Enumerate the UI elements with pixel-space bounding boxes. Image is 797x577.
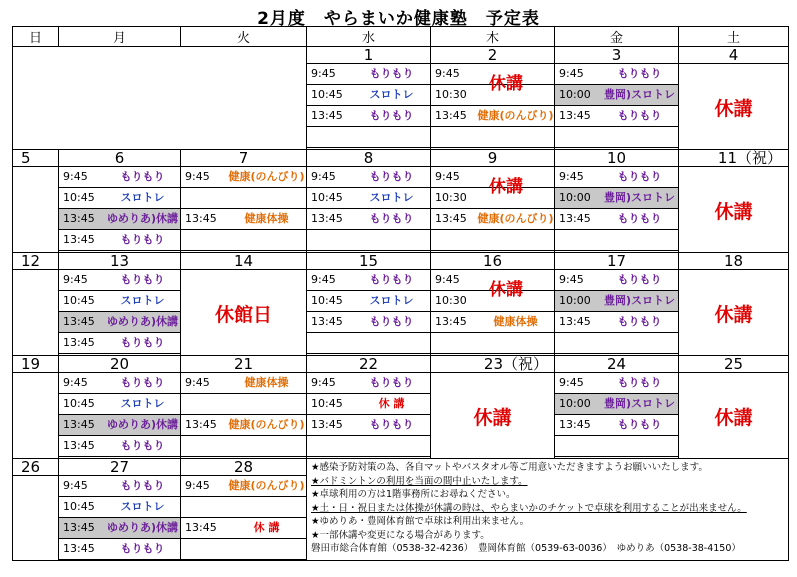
day-number: 16	[482, 252, 503, 270]
day-number: 2	[487, 46, 498, 64]
session-time: 9:45	[311, 170, 336, 183]
session-time: 13:45	[63, 542, 95, 555]
session-activity: 健康(のんびり)	[228, 418, 305, 431]
session-activity: もりもり	[120, 336, 165, 349]
closed-label: 休講	[714, 407, 753, 429]
day-number-bar	[679, 253, 788, 270]
day-number: 28	[233, 458, 254, 476]
session-row	[59, 436, 180, 457]
session-activity: スロトレ	[120, 294, 165, 307]
session-time: 13:45	[435, 315, 467, 328]
session-time: 9:45	[311, 376, 336, 389]
session-row	[555, 127, 678, 148]
session-row	[307, 127, 430, 148]
session-activity: 健康(のんびり)	[228, 479, 305, 492]
session-activity: スロトレ	[120, 191, 165, 204]
day-cell	[13, 253, 59, 356]
session-time: 13:45	[311, 418, 343, 431]
session-row	[59, 497, 180, 518]
session-time: 13:45	[63, 233, 95, 246]
session-time: 10:00	[559, 191, 591, 204]
session-row	[59, 270, 180, 291]
session-activity: スロトレ	[369, 191, 414, 204]
session-time: 9:45	[63, 273, 88, 286]
session-row	[307, 209, 430, 230]
closed-label: 休講	[714, 98, 753, 120]
session-time: 9:45	[311, 67, 336, 80]
session-activity: もりもり	[617, 315, 662, 328]
day-cell	[679, 356, 789, 459]
session-row	[555, 333, 678, 354]
day-number: 23（祝）	[483, 355, 548, 373]
session-time: 13:45	[63, 439, 95, 452]
session-time: 10:45	[311, 88, 343, 101]
session-activity: もりもり	[617, 273, 662, 286]
session-row	[555, 373, 678, 394]
session-time: 10:45	[311, 191, 343, 204]
session-row	[307, 436, 430, 457]
weekday-thu: 木	[431, 27, 555, 47]
session-row	[307, 230, 430, 251]
session-row	[181, 476, 306, 497]
session-row	[59, 312, 180, 333]
session-activity: 休 講	[378, 397, 405, 410]
day-number-bar	[59, 356, 180, 373]
session-row	[181, 539, 306, 560]
note-line: ★バドミントンの利用を当面の間中止いたします。	[311, 475, 528, 487]
session-time: 9:45	[185, 170, 210, 183]
session-row	[555, 167, 678, 188]
session-time: 10:30	[435, 191, 467, 204]
session-activity: ゆめりあ)休講	[106, 521, 179, 534]
day-cell	[59, 459, 181, 561]
session-time: 13:45	[559, 212, 591, 225]
day-cell	[431, 150, 555, 253]
day-number-bar	[555, 253, 678, 270]
closed-label: 休講	[473, 407, 512, 429]
day-cell	[59, 150, 181, 253]
session-activity: もりもり	[120, 233, 165, 246]
day-cell	[679, 150, 789, 253]
session-time: 9:45	[559, 67, 584, 80]
day-number-bar	[555, 150, 678, 167]
session-activity: もりもり	[120, 376, 165, 389]
session-time: 13:45	[185, 521, 217, 534]
session-time: 9:45	[311, 273, 336, 286]
session-row	[181, 497, 306, 518]
day-cell	[431, 47, 555, 150]
session-row	[59, 394, 180, 415]
session-row	[59, 291, 180, 312]
session-row	[555, 85, 678, 106]
session-row	[431, 230, 554, 251]
session-row	[307, 373, 430, 394]
day-cell	[181, 150, 307, 253]
session-row	[59, 373, 180, 394]
day-cell	[307, 47, 431, 150]
session-time: 10:45	[63, 294, 95, 307]
day-cell	[555, 47, 679, 150]
session-activity: もりもり	[369, 418, 414, 431]
day-number: 18	[723, 252, 744, 270]
page-title: 2月度 やらまいか健康塾 予定表	[257, 9, 540, 29]
session-time: 13:45	[311, 212, 343, 225]
session-time: 10:00	[559, 294, 591, 307]
day-cell	[307, 356, 431, 459]
session-activity: 健康体操	[244, 376, 289, 389]
day-number-bar	[431, 47, 554, 64]
session-time: 9:45	[559, 170, 584, 183]
day-cell	[555, 253, 679, 356]
session-activity: もりもり	[120, 542, 165, 555]
session-row	[431, 333, 554, 354]
weekday-sun: 日	[13, 27, 59, 47]
session-row	[59, 539, 180, 560]
session-row	[181, 518, 306, 539]
session-row	[307, 394, 430, 415]
session-row	[59, 167, 180, 188]
day-number-bar	[555, 356, 678, 373]
session-time: 10:30	[435, 88, 467, 101]
session-activity: ゆめりあ)休講	[106, 315, 179, 328]
session-row	[307, 188, 430, 209]
session-time: 9:45	[435, 67, 460, 80]
day-cell	[13, 150, 59, 253]
day-number-bar	[307, 150, 430, 167]
session-time: 9:45	[63, 170, 88, 183]
day-number: 21	[233, 355, 254, 373]
session-activity: 豊岡)スロトレ	[603, 88, 676, 101]
session-time: 13:45	[185, 212, 217, 225]
day-number-bar	[13, 459, 58, 476]
week-row	[13, 150, 789, 253]
session-row	[307, 270, 430, 291]
session-row	[59, 476, 180, 497]
day-number: 1	[363, 46, 374, 64]
session-activity: もりもり	[369, 67, 414, 80]
session-activity: 健康体操	[244, 212, 289, 225]
note-line: ★ゆめりあ・豊岡体育館で卓球は利用出来ません。	[311, 516, 530, 527]
day-cell	[431, 356, 555, 459]
day-cell	[555, 150, 679, 253]
session-time: 9:45	[63, 376, 88, 389]
session-activity: スロトレ	[120, 500, 165, 513]
session-row	[307, 106, 430, 127]
session-time: 13:45	[63, 418, 95, 431]
session-row	[431, 312, 554, 333]
weekday-mon: 月	[59, 27, 181, 47]
day-cell	[679, 47, 789, 150]
session-activity: もりもり	[369, 170, 414, 183]
session-time: 9:45	[435, 273, 460, 286]
day-number: 14	[233, 252, 254, 270]
session-row	[307, 64, 430, 85]
session-time: 10:45	[63, 500, 95, 513]
session-time: 9:45	[63, 479, 88, 492]
day-cell	[59, 356, 181, 459]
session-activity: もりもり	[120, 439, 165, 452]
session-activity: もりもり	[120, 273, 165, 286]
session-row	[181, 394, 306, 415]
note-line: ★卓球利用の方は1階事務所にお尋ねください。	[311, 489, 516, 500]
day-number-bar	[181, 459, 306, 476]
day-cell	[13, 356, 59, 459]
weekday-sat: 土	[679, 27, 789, 47]
day-number: 22	[358, 355, 379, 373]
session-activity: もりもり	[617, 67, 662, 80]
day-number-bar	[181, 150, 306, 167]
session-row	[555, 64, 678, 85]
day-number-bar	[59, 459, 180, 476]
day-number-bar	[13, 356, 58, 373]
day-number-bar	[679, 150, 788, 167]
session-time: 9:45	[185, 376, 210, 389]
schedule-calendar	[12, 26, 789, 561]
session-activity: ゆめりあ)休講	[106, 212, 179, 225]
session-row	[181, 436, 306, 457]
session-row	[555, 106, 678, 127]
day-number: 12	[21, 252, 41, 270]
session-activity: 豊岡)スロトレ	[603, 294, 676, 307]
session-row	[181, 415, 306, 436]
session-row	[555, 415, 678, 436]
day-number-bar	[181, 253, 306, 270]
session-row	[181, 230, 306, 251]
week-row	[13, 253, 789, 356]
weekday-tue: 火	[181, 27, 307, 47]
weekday-fri: 金	[555, 27, 679, 47]
day-cell	[13, 47, 307, 150]
session-activity: もりもり	[617, 376, 662, 389]
day-cell	[555, 356, 679, 459]
day-cell	[13, 459, 59, 561]
session-time: 13:45	[311, 315, 343, 328]
session-time: 13:45	[63, 212, 95, 225]
week-row	[13, 356, 789, 459]
day-number-bar	[13, 150, 58, 167]
session-time: 10:45	[63, 397, 95, 410]
session-activity: スロトレ	[369, 294, 414, 307]
day-number: 15	[358, 252, 379, 270]
session-time: 13:45	[63, 315, 95, 328]
session-activity: 健康(のんびり)	[477, 109, 554, 122]
session-activity: スロトレ	[369, 88, 414, 101]
session-time: 13:45	[435, 109, 467, 122]
day-number-bar	[307, 253, 430, 270]
session-row	[307, 85, 430, 106]
week-row	[13, 459, 789, 561]
session-activity: スロトレ	[120, 397, 165, 410]
session-time: 10:45	[311, 397, 343, 410]
session-activity: もりもり	[369, 315, 414, 328]
session-time: 9:45	[185, 479, 210, 492]
day-number-bar	[431, 253, 554, 270]
day-number: 27	[109, 458, 130, 476]
day-number: 24	[606, 355, 627, 373]
session-activity: 豊岡)スロトレ	[603, 191, 676, 204]
session-time: 13:45	[311, 109, 343, 122]
session-row	[431, 209, 554, 230]
day-number: 10	[606, 149, 627, 167]
session-activity: もりもり	[369, 109, 414, 122]
session-row	[59, 230, 180, 251]
day-number: 5	[21, 149, 31, 167]
day-cell	[307, 150, 431, 253]
session-time: 13:45	[185, 418, 217, 431]
day-number-bar	[431, 150, 554, 167]
day-number-bar	[307, 47, 430, 64]
session-row	[555, 188, 678, 209]
session-activity: もりもり	[617, 418, 662, 431]
day-number-bar	[59, 253, 180, 270]
session-row	[555, 270, 678, 291]
session-activity: もりもり	[120, 170, 165, 183]
session-time: 9:45	[559, 376, 584, 389]
session-time: 13:45	[63, 521, 95, 534]
session-activity: もりもり	[369, 376, 414, 389]
day-cell	[307, 253, 431, 356]
session-activity: 健康体操	[493, 315, 538, 328]
day-number-bar	[13, 253, 58, 270]
day-cell	[181, 356, 307, 459]
session-activity: もりもり	[617, 212, 662, 225]
session-row	[555, 312, 678, 333]
note-line: ★感染予防対策の為、各自マットやバスタオル等ご用意いただきますようお願いいたします。	[311, 462, 708, 473]
session-row	[307, 291, 430, 312]
day-number-bar	[555, 47, 678, 64]
session-time: 10:30	[435, 294, 467, 307]
session-row	[307, 312, 430, 333]
session-activity: 豊岡)スロトレ	[603, 397, 676, 410]
session-time: 10:00	[559, 88, 591, 101]
day-number: 6	[114, 149, 125, 167]
day-cell	[181, 459, 307, 561]
day-number: 4	[728, 46, 739, 64]
day-number-bar	[679, 356, 788, 373]
session-row	[431, 106, 554, 127]
notes-cell	[307, 459, 789, 561]
day-number: 26	[21, 458, 41, 476]
day-number: 13	[109, 252, 130, 270]
day-number: 7	[238, 149, 249, 167]
session-row	[555, 436, 678, 457]
session-row	[181, 209, 306, 230]
session-time: 13:45	[559, 418, 591, 431]
session-activity: もりもり	[617, 109, 662, 122]
day-cell	[59, 253, 181, 356]
day-number: 8	[363, 149, 374, 167]
closed-label: 休講	[714, 304, 753, 326]
day-number: 17	[606, 252, 627, 270]
day-number-bar	[307, 356, 430, 373]
session-row	[555, 209, 678, 230]
session-time: 9:45	[435, 170, 460, 183]
day-number-bar	[59, 150, 180, 167]
session-time: 10:00	[559, 397, 591, 410]
session-row	[59, 188, 180, 209]
morning-closed-label: 休講	[489, 74, 523, 94]
session-activity: もりもり	[369, 212, 414, 225]
day-number: 25	[723, 355, 744, 373]
note-line: ★一部休講や変更になる場合があります。	[311, 529, 490, 541]
week-row	[13, 47, 789, 150]
session-row	[307, 415, 430, 436]
session-time: 10:45	[63, 191, 95, 204]
session-activity: もりもり	[120, 479, 165, 492]
session-activity: もりもり	[369, 273, 414, 286]
session-row	[307, 167, 430, 188]
day-number-bar	[679, 47, 788, 64]
day-cell	[679, 253, 789, 356]
session-activity: 健康(のんびり)	[228, 170, 305, 183]
session-time: 9:45	[559, 273, 584, 286]
session-time: 10:45	[311, 294, 343, 307]
session-row	[181, 167, 306, 188]
session-row	[307, 333, 430, 354]
session-row	[181, 373, 306, 394]
session-row	[59, 209, 180, 230]
day-number: 19	[21, 355, 41, 373]
weekday-header	[13, 27, 789, 47]
note-line: ★土・日・祝日または体操が休講の時は、やらまいかのチケットで卓球を利用することが出来ません。	[311, 502, 747, 514]
closed-label: 休講	[714, 201, 753, 223]
session-row	[555, 394, 678, 415]
day-cell	[431, 253, 555, 356]
closed-hall-label: 休館日	[214, 304, 272, 326]
session-activity: 健康(のんびり)	[477, 212, 554, 225]
session-row	[59, 333, 180, 354]
morning-closed-label: 休講	[489, 280, 523, 300]
weekday-wed: 水	[307, 27, 431, 47]
session-activity: ゆめりあ)休講	[106, 418, 179, 431]
contact-line: 磐田市総合体育館（0538-32-4236） 豊岡体育館（0539-63-0036） ゆめりあ（0538-38-4150）	[311, 543, 741, 554]
session-row	[555, 230, 678, 251]
session-row	[59, 415, 180, 436]
session-time: 13:45	[559, 315, 591, 328]
day-number-bar	[431, 356, 554, 373]
session-activity: もりもり	[617, 170, 662, 183]
day-number: 20	[109, 355, 130, 373]
session-activity: 休 講	[253, 521, 280, 534]
session-time: 13:45	[63, 336, 95, 349]
session-row	[59, 518, 180, 539]
session-row	[431, 127, 554, 148]
day-number: 3	[611, 46, 622, 64]
session-row	[181, 188, 306, 209]
session-row	[555, 291, 678, 312]
day-number-bar	[181, 356, 306, 373]
morning-closed-label: 休講	[489, 177, 523, 197]
day-number: 9	[487, 149, 498, 167]
session-time: 13:45	[559, 109, 591, 122]
day-number: 11（祝）	[717, 149, 782, 167]
session-time: 13:45	[435, 212, 467, 225]
day-cell	[181, 253, 307, 356]
